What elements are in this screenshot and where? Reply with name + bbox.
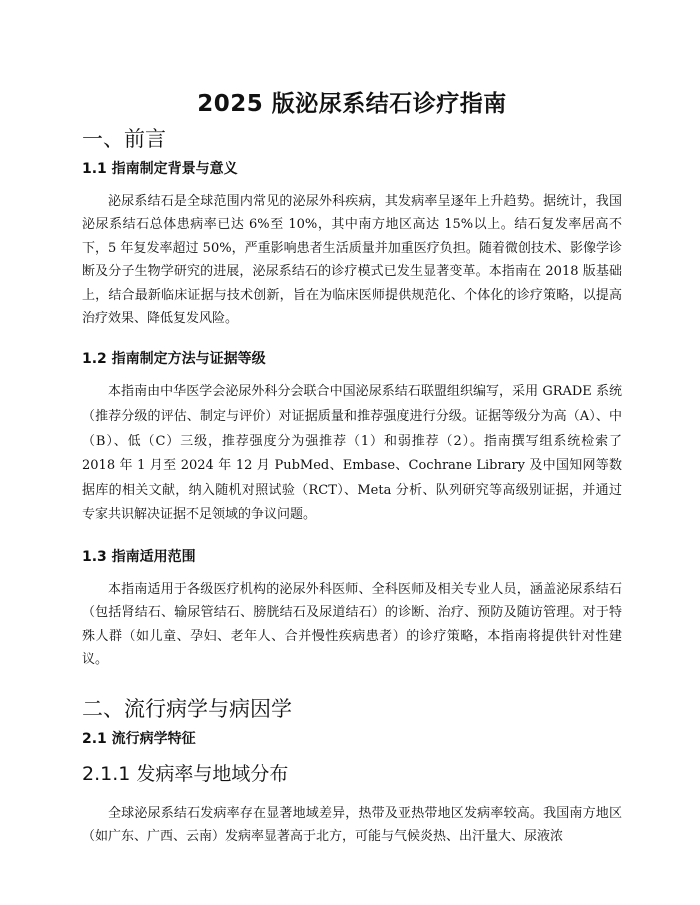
- section-heading-preface: 一、前言: [82, 127, 166, 151]
- document-page: [82, 88, 622, 866]
- paragraph-incidence: 全球泌尿系结石发病率存在显著地域差异，热带及亚热带地区发病率较高。我国南方地区（如广东、广西、云南）发病率显著高于北方，可能与气候炎热、出汗量大、尿液浓: [82, 805, 622, 845]
- subsubsection-heading-2-1-1: 2.1.1 发病率与地域分布: [82, 762, 289, 785]
- section-heading-epidemiology: 二、流行病学与病因学: [82, 696, 292, 721]
- paragraph-scope: 本指南适用于各级医疗机构的泌尿外科医师、全科医师及相关专业人员，涵盖泌尿系结石（包括肾结石、输尿管结石、膀胱结石及尿道结石）的诊断、治疗、预防及随访管理。对于特殊人群（如儿童、孕妇、老年人、合并慢性疾病患者）的诊疗策略，本指南将提供针对性建议。: [82, 582, 622, 668]
- paragraph-background: 泌尿系结石是全球范围内常见的泌尿外科疾病，其发病率呈逐年上升趋势。据统计，我国泌尿系结石总体患病率已达 6%至 10%，其中南方地区高达 15%以上。结石复发率居高不下，5 年复发率超过 50%，严重影响患者生活质量并加重医疗负担。随着微创技术、影像学诊断及分子生物学研究的进展，泌尿系结石的诊疗模式已发生显著变革。本指南在 2018 版基础上，结合最新临床证据与技术创新，旨在为临床医师提供规范化、个体化的诊疗策略，以提高治疗效果、降低复发风险。: [82, 194, 622, 327]
- paragraph-methods: 本指南由中华医学会泌尿外科分会联合中国泌尿系结石联盟组织编写，采用 GRADE 系统（推荐分级的评估、制定与评价）对证据质量和推荐强度进行分级。证据等级分为高（A）、中（B）、低（C）三级，推荐强度分为强推荐（1）和弱推荐（2）。指南撰写组系统检索了 2018 年 1 月至 2024 年 12 月 PubMed、Embase、Cochrane Library 及中国知网等数据库的相关文献，纳入随机对照试验（RCT）、Meta 分析、队列研究等高级别证据，并通过专家共识解决证据不足领域的争议问题。: [82, 384, 622, 523]
- subsection-heading-1-1: 1.1 指南制定背景与意义: [82, 161, 238, 177]
- document-title: 2025 版泌尿系结石诊疗指南: [197, 91, 507, 117]
- subsection-heading-1-3: 1.3 指南适用范围: [82, 549, 196, 565]
- subsection-heading-2-1: 2.1 流行病学特征: [82, 730, 196, 747]
- subsection-heading-1-2: 1.2 指南制定方法与证据等级: [82, 351, 266, 368]
